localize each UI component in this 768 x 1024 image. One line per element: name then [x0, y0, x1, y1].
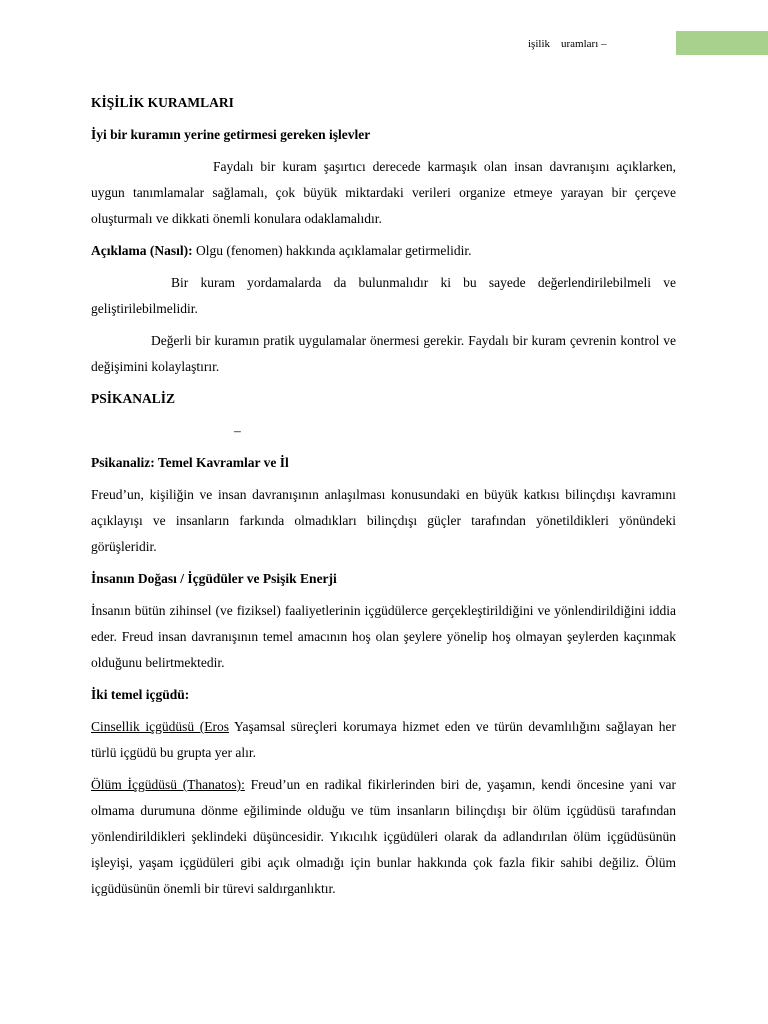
- running-header: işilik uramları –: [528, 38, 607, 50]
- eros-label: Cinsellik içgüdüsü (Eros: [91, 719, 229, 734]
- paragraph-instincts: İnsanın bütün zihinsel (ve fiziksel) faaliyetlerinin içgüdülerce gerçekleştirildiğini ve yönlendirildiğini iddia eder. Freud insan davranışının temel amacının hoş olan şeylere yönelip hoş olmayan şeylerden kaçınmak olduğunu belirtmektedir.: [91, 603, 676, 670]
- subsection-basic-concepts: Psikanaliz: Temel Kavramlar ve İl: [91, 455, 289, 470]
- thanatos-text: Freud’un en radikal fikirlerinden biri de, yaşamın, kendi öncesine yani var olmama durumuna dönme eğiliminde olduğu ve tüm insanların bilinçdışı bir ölüm içgüdüsü tarafından yönlendirildikleri şeklindeki düşüncesidir. Yıkıcılık içgüdüleri olarak da adlandırılan ölüm içgüdüsünün işleyişi, yaşam içgüdüleri gibi açık olmadığı için bunlar hakkında çok fazla fikir sahibi değiliz. Ölüm içgüdüsünün önemli bir türevi saldırganlıktır.: [91, 777, 676, 896]
- document-body: [91, 90, 676, 902]
- explanation-label: Açıklama (Nasıl):: [91, 243, 193, 258]
- subsection-two-instincts: İki temel içgüdü:: [91, 687, 190, 702]
- header-accent-bar: [676, 31, 768, 55]
- subtitle-functions: İyi bir kuramın yerine getirmesi gereken işlevler: [91, 127, 371, 142]
- explanation-text: Olgu (fenomen) hakkında açıklamalar getirmelidir.: [192, 243, 472, 258]
- eros-text: Yaşamsal süreçleri korumaya hizmet eden ve türün devamlılığını sağlayan her türlü içgüdü bu grupta yer alır.: [91, 719, 676, 760]
- paragraph-practical: Değerli bir kuramın pratik uygulamalar önermesi gerekir. Faydalı bir kuram çevrenin kontrol ve değişimini kolaylaştırır.: [91, 333, 676, 374]
- subsection-human-nature: İnsanın Doğası / İçgüdüler ve Psişik Enerji: [91, 571, 337, 586]
- paragraph-freud-unconscious: Freud’un, kişiliğin ve insan davranışının anlaşılması konusundaki en büyük katkısı bilinçdışı kavramını açıklayışı ve insanların farkında olmadıkları bilinçdışı güçler tarafından yönetildikleri yönündeki görüşleridir.: [91, 487, 676, 554]
- paragraph-thanatos: [91, 772, 676, 902]
- paragraph-eros: [91, 714, 676, 766]
- thanatos-label: Ölüm İçgüdüsü (Thanatos):: [91, 777, 245, 792]
- paragraph-explanation: [91, 238, 676, 264]
- paragraph-useful-theory: Faydalı bir kuram şaşırtıcı derecede karmaşık olan insan davranışını açıklarken, uygun tanımlamalar sağlamalı, çok büyük miktardaki verileri organize etmeye yarayan bir çerçeve oluşturmalı ve dikkati önemli konulara odaklamalıdır.: [91, 159, 676, 226]
- section-psychoanalysis: PSİKANALİZ: [91, 391, 176, 406]
- paragraph-prediction: Bir kuram yordamalarda da bulunmalıdır ki bu sayede değerlendirilebilmeli ve geliştirilebilmelidir.: [91, 275, 676, 316]
- dash-line: –: [234, 423, 241, 438]
- document-title: KİŞİLİK KURAMLARI: [91, 95, 234, 110]
